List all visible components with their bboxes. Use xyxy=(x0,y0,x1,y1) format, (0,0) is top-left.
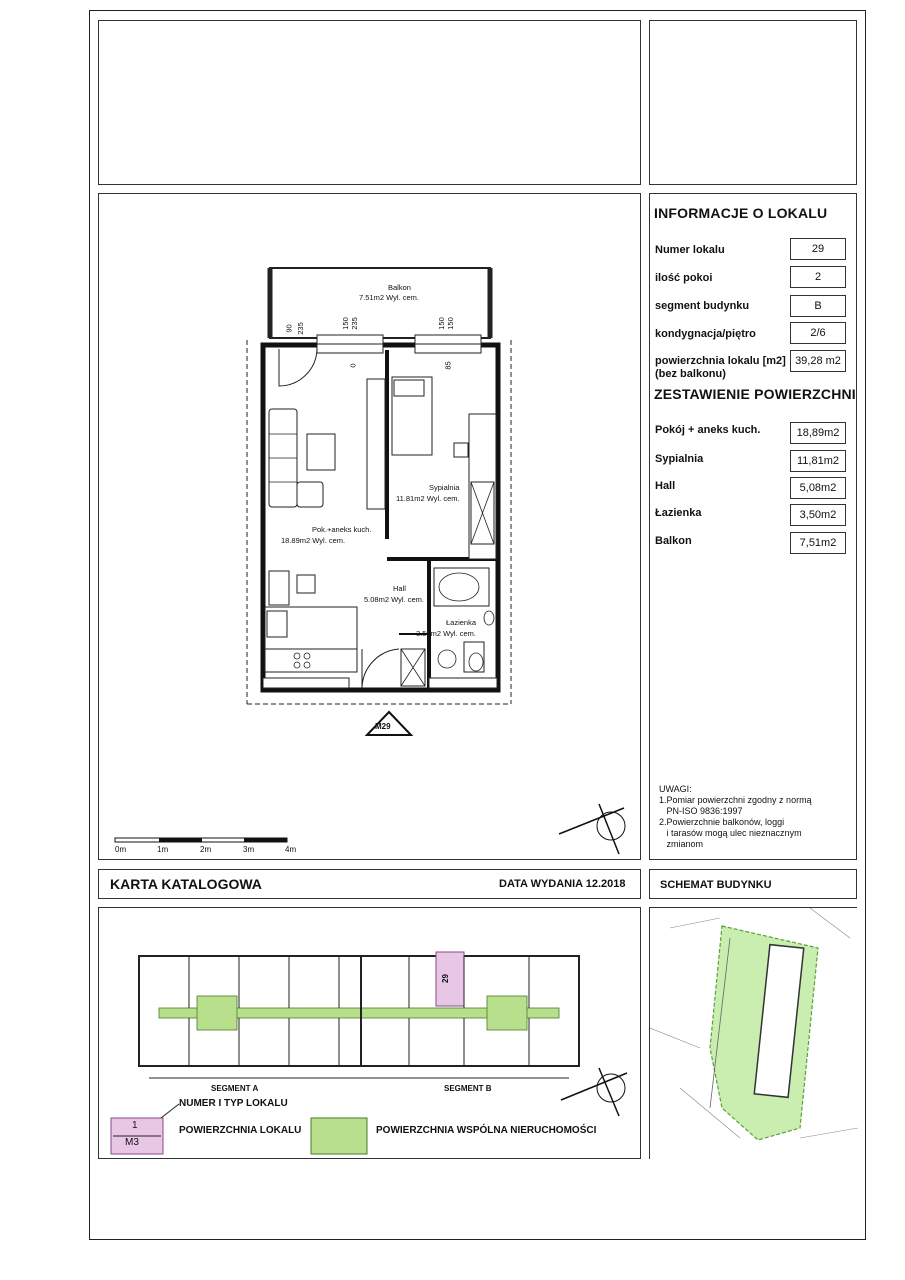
room-name-hall: Hall xyxy=(393,584,406,593)
area-label-balcony: Balkon xyxy=(655,535,692,547)
dim-label: 150 xyxy=(436,317,446,330)
issue-date: DATA WYDANIA 12.2018 xyxy=(499,878,626,890)
legend-number-type: NUMER I TYP LOKALU xyxy=(179,1098,288,1109)
legend-symbol-bottom: M3 xyxy=(125,1137,139,1148)
info-value-floor: 2/6 xyxy=(790,322,846,344)
room-name-balcony: Balkon xyxy=(388,283,411,292)
info-title: INFORMACJE O LOKALU xyxy=(654,205,828,221)
notes-heading: UWAGI: xyxy=(659,784,692,794)
info-value-rooms: 2 xyxy=(790,266,846,288)
dim-label: 150 xyxy=(445,317,455,330)
scale-label: 4m xyxy=(285,845,297,854)
scale-label: 3m xyxy=(243,845,255,854)
floor-plan-panel xyxy=(98,193,641,860)
catalog-card-title: KARTA KATALOGOWA xyxy=(110,876,262,892)
notes-line: PN-ISO 9836:1997 xyxy=(659,806,743,816)
segment-b-label: SEGMENT B xyxy=(444,1084,492,1093)
north-arrow-plan xyxy=(559,804,625,854)
area-label-bathroom: Łazienka xyxy=(655,507,702,519)
site-plan-panel xyxy=(649,907,857,1159)
legend-common-swatch xyxy=(311,1118,367,1154)
info-label-unit-number: Numer lokalu xyxy=(655,244,725,256)
room-area-living: 18.89m2 Wyl. cem. xyxy=(281,536,346,545)
unit-tag: M29 xyxy=(375,722,391,731)
room-name-bathroom: Łazienka xyxy=(446,618,477,627)
key-plan-panel xyxy=(98,907,641,1159)
header-box-right xyxy=(649,20,857,185)
dim-label: 0 xyxy=(348,363,358,368)
scale-bar xyxy=(115,838,287,842)
key-plan-unit-number: 29 xyxy=(440,974,450,983)
area-label-bedroom: Sypialnia xyxy=(655,453,704,465)
notes-line: 2.Powierzchnie balkonów, loggi xyxy=(659,817,785,827)
info-label-area-note: (bez balkonu) xyxy=(655,368,726,380)
info-label-area: powierzchnia lokalu [m2] xyxy=(655,355,786,367)
area-label-living: Pokój + aneks kuch. xyxy=(655,424,761,436)
site-plan-drawing xyxy=(650,908,858,1160)
area-value-bathroom: 3,50m2 xyxy=(790,504,846,526)
key-plan-drawing xyxy=(99,908,642,1160)
north-arrow-key-plan xyxy=(561,1068,627,1116)
room-area-hall: 5.08m2 Wyl. cem. xyxy=(364,595,424,604)
areas-title: ZESTAWIENIE POWIERZCHNI xyxy=(654,386,856,402)
scale-label: 0m xyxy=(115,845,127,854)
dim-label: 235 xyxy=(349,317,359,330)
area-label-hall: Hall xyxy=(655,480,676,492)
dim-label: 235 xyxy=(295,322,305,335)
info-value-area: 39,28 m2 xyxy=(790,350,846,372)
area-value-balcony: 7,51m2 xyxy=(790,532,846,554)
info-label-segment: segment budynku xyxy=(655,300,750,312)
header-box-left xyxy=(98,20,641,185)
info-label-floor: kondygnacja/piętro xyxy=(655,328,756,340)
notes xyxy=(659,784,812,850)
info-value-segment: B xyxy=(790,295,846,317)
room-area-bedroom: 11.81m2 Wyl. cem. xyxy=(396,494,460,503)
legend-unit-area: POWIERZCHNIA LOKALU xyxy=(179,1125,302,1136)
notes-line: 1.Pomiar powierzchni zgodny z normą xyxy=(659,795,812,805)
info-value-unit-number: 29 xyxy=(790,238,846,260)
segment-a-label: SEGMENT A xyxy=(211,1084,259,1093)
info-panel xyxy=(649,193,857,860)
area-value-living: 18,89m2 xyxy=(790,422,846,444)
legend-symbol-top: 1 xyxy=(132,1120,138,1131)
building-schema-title: SCHEMAT BUDYNKU xyxy=(660,879,772,891)
notes-line: zmianom xyxy=(659,839,704,849)
area-value-bedroom: 11,81m2 xyxy=(790,450,846,472)
room-area-bathroom: 3.50m2 Wyl. cem. xyxy=(416,629,476,638)
room-name-living: Pok.+aneks kuch. xyxy=(312,525,372,534)
scale-label: 1m xyxy=(157,845,169,854)
legend-common-area: POWIERZCHNIA WSPÓLNA NIERUCHOMOŚCI xyxy=(376,1125,597,1136)
scale-label: 2m xyxy=(200,845,212,854)
room-area-balcony: 7.51m2 Wyl. cem. xyxy=(359,293,419,302)
info-label-rooms: ilość pokoi xyxy=(655,272,713,284)
dim-label: 150 xyxy=(340,317,350,330)
area-value-hall: 5,08m2 xyxy=(790,477,846,499)
dim-label: 90 xyxy=(284,324,294,333)
dim-label: 85 xyxy=(443,361,453,370)
notes-line: i tarasów mogą ulec nieznacznym xyxy=(659,828,802,838)
room-name-bedroom: Sypialnia xyxy=(429,483,460,492)
